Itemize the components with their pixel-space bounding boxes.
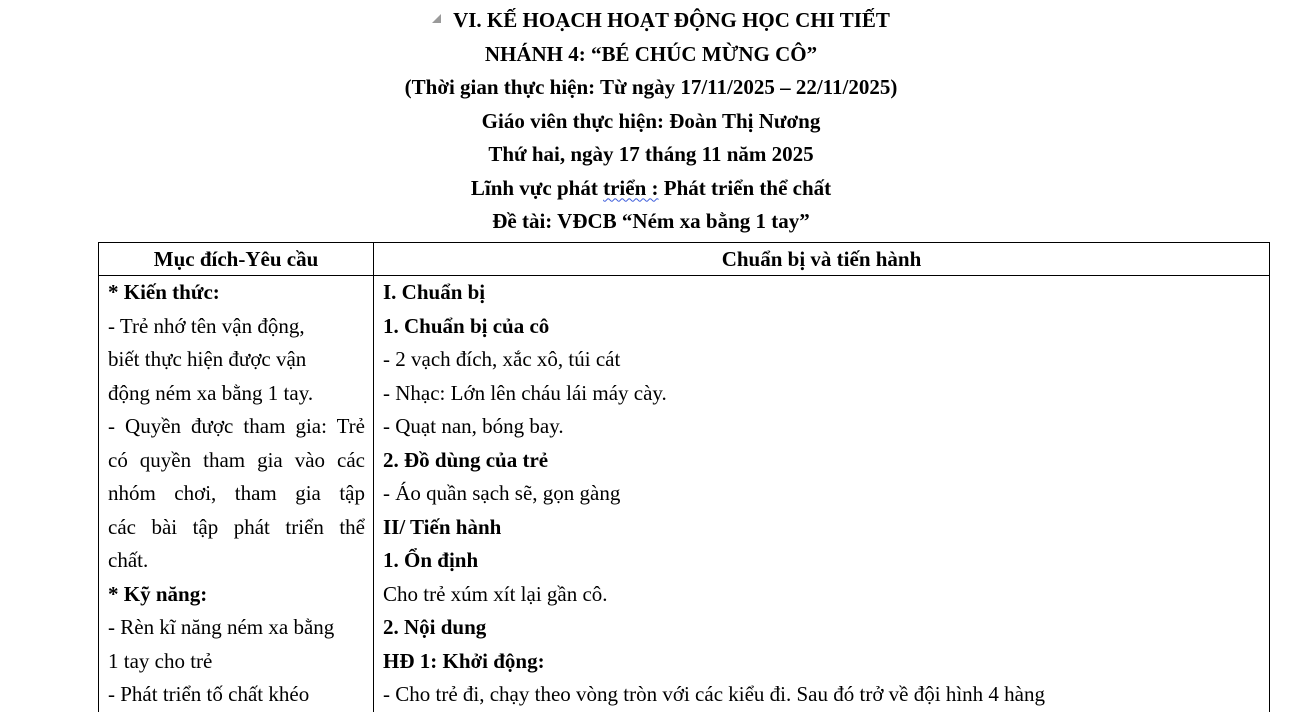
text-line: - Nhạc: Lớn lên cháu lái máy cày.	[383, 380, 667, 405]
text-line: - Trẻ nhớ tên vận động,	[108, 313, 305, 338]
branch-title: NHÁNH 4: “BÉ CHÚC MỪNG CÔ”	[484, 41, 818, 66]
text-line: I. Chuẩn bị	[383, 280, 486, 304]
text-line: nhóm chơi, tham gia tập	[108, 481, 365, 505]
text-line: 2. Đồ dùng của trẻ	[383, 447, 549, 472]
text-line: - Áo quần sạch sẽ, gọn gàng	[383, 481, 621, 505]
lesson-plan-table	[98, 242, 1270, 712]
text-line: động ném xa bằng 1 tay.	[108, 380, 314, 405]
text-line: 1. Ổn định	[383, 548, 479, 572]
text-line: * Kỹ năng:	[108, 581, 208, 606]
text-line: 1 tay cho trẻ	[108, 648, 213, 673]
section-title: VI. KẾ HOẠCH HOẠT ĐỘNG HỌC CHI TIẾT	[453, 8, 890, 32]
topic-line: Đề tài: VĐCB “Ném xa bằng 1 tay”	[492, 209, 810, 233]
text-line: HĐ 1: Khởi động:	[383, 648, 545, 673]
text-line: chất.	[108, 548, 149, 572]
text-line: - Quạt nan, bóng bay.	[383, 414, 564, 438]
date-line: Thứ hai, ngày 17 tháng 11 năm 2025	[488, 142, 814, 166]
document-heading	[0, 4, 1302, 239]
text-line: biết thực hiện được vận	[108, 347, 307, 371]
text-line: 2. Nội dung	[383, 615, 487, 639]
paragraph-anchor-icon[interactable]	[432, 14, 441, 23]
text-line: - Cho trẻ đi, chạy theo vòng tròn với các kiểu đi. Sau đó trở về đội hình 4 hàng	[383, 682, 1045, 706]
procedure-cell[interactable]	[374, 276, 1270, 712]
text-line: - 2 vạch đích, xắc xô, túi cát	[383, 347, 621, 371]
text-line: các bài tập phát triển thể	[108, 514, 365, 539]
objectives-cell[interactable]	[99, 276, 374, 712]
text-line: - Phát triển tố chất khéo	[108, 682, 310, 706]
spellcheck-flagged-word[interactable]: triển :	[603, 175, 659, 200]
field-line	[0, 172, 1302, 206]
table-header-row	[99, 243, 1270, 276]
text-line: * Kiến thức:	[108, 280, 220, 304]
text-line: Cho trẻ xúm xít lại gần cô.	[383, 581, 608, 606]
column-header-objectives: Mục đích-Yêu cầu	[99, 243, 374, 276]
text-line: có quyền tham gia vào các	[108, 447, 365, 472]
teacher-name: Giáo viên thực hiện: Đoàn Thị Nương	[481, 108, 821, 133]
text-line: - Rèn kĩ năng ném xa bằng	[108, 615, 335, 639]
field-line-part2: Phát triển thể chất	[658, 175, 832, 200]
field-line-part1: Lĩnh vực phát	[470, 175, 604, 200]
section-title-line	[0, 4, 1302, 38]
text-line: - Quyền được tham gia: Trẻ	[108, 414, 365, 438]
column-header-procedure: Chuẩn bị và tiến hành	[374, 243, 1270, 276]
text-line: II/ Tiến hành	[383, 514, 502, 539]
table-row	[99, 276, 1270, 712]
time-period: (Thời gian thực hiện: Từ ngày 17/11/2025 – 22/11/2025)	[404, 75, 898, 99]
text-line: 1. Chuẩn bị của cô	[383, 313, 550, 338]
